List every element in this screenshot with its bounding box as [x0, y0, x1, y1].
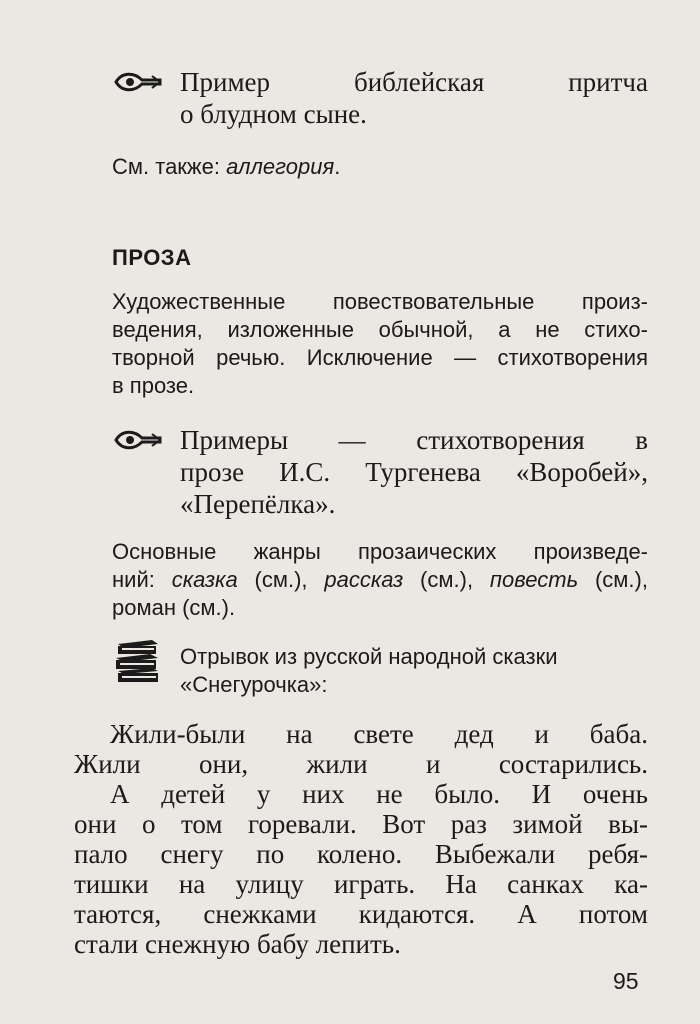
story-line: тишки на улицу играть. На санках ка- [74, 869, 648, 899]
page-number: 95 [613, 968, 639, 994]
definition-line: в прозе. [112, 373, 195, 398]
excerpt-intro [180, 643, 650, 699]
example-line: прозе И.С. Тургенева «Воробей», [180, 457, 648, 487]
book-stack-icon [112, 638, 162, 684]
definition-line: Художественные повествовательные произ- [112, 289, 648, 314]
example-line: Примеры — стихотворения в [180, 425, 648, 455]
term-heading: ПРОЗА [112, 245, 192, 270]
see-also-suffix: . [334, 154, 341, 179]
genres-line: Основные жанры прозаических произведе- [112, 539, 648, 564]
excerpt-intro-line: Отрывок из русской народной сказки [180, 644, 558, 669]
example-bludny-syn [180, 66, 648, 130]
example-line: «Перепёлка». [180, 489, 336, 519]
genres-line: роман (см.). [112, 595, 236, 620]
genre-term: повесть [489, 567, 579, 592]
see-also-term: аллегория [226, 154, 335, 179]
genre-term: рассказ [324, 567, 404, 592]
story-excerpt [74, 719, 648, 959]
genre-term: сказка [171, 567, 238, 592]
example-turgenev [180, 424, 648, 520]
example-line: Пример библейская притча [180, 67, 648, 97]
story-line: стали снежную бабу лепить. [74, 929, 401, 959]
example-line: о блудном сыне. [180, 99, 367, 129]
story-line: они о том горевали. Вот раз зимой вы- [74, 809, 648, 839]
genres-line [112, 566, 648, 594]
story-line: А детей у них не было. И очень [110, 779, 648, 809]
see-also-prefix: См. также: [112, 154, 227, 179]
eye-pointer-icon [112, 68, 164, 96]
story-line: Жили-были на свете дед и баба. [110, 719, 648, 749]
definition-line: ведения, изложенные обычной, а не стихо- [112, 317, 648, 342]
prose-genres [112, 538, 648, 622]
see-also-note [112, 153, 340, 181]
definition-line: творной речью. Исключение — стихотворения [112, 345, 648, 370]
genres-text: ний: [112, 567, 172, 592]
story-line: таются, снежками кидаются. А потом [74, 899, 648, 929]
eye-pointer-icon [112, 426, 164, 454]
genres-text: (см.), [237, 567, 325, 592]
story-line: Жили они, жили и состарились. [74, 749, 648, 779]
term-definition [112, 288, 648, 400]
genres-text: (см.), [578, 567, 648, 592]
genres-text: (см.), [403, 567, 490, 592]
story-line: пало снегу по колено. Выбежали ребя- [74, 839, 648, 869]
excerpt-intro-line: «Снегурочка»: [180, 672, 328, 697]
